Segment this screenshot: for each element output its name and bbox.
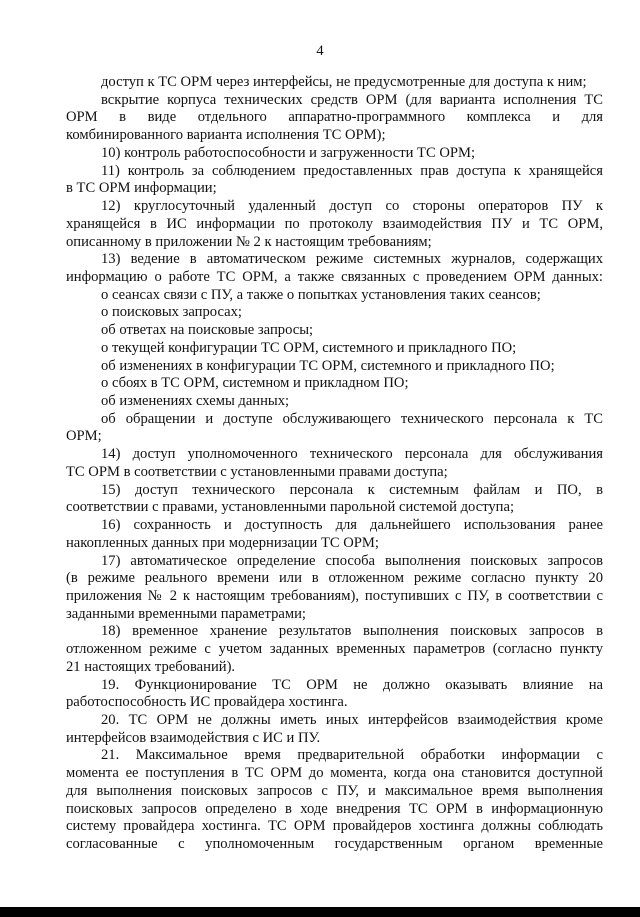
text-line: 21. Максимальное время предварительной обработки информации с — [101, 747, 603, 764]
text-line: в ТС ОРМ информации; — [66, 180, 217, 197]
text-line: 12) круглосуточный удаленный доступ со стороны операторов ПУ к — [101, 198, 603, 214]
text-line: соответствии с правами, установленными парольной системой доступа; — [66, 499, 515, 516]
text-line: 19. Функционирование ТС ОРМ не должно оказывать влияние на — [101, 676, 603, 693]
text-line: информацию о работе ТС ОРМ, а также связанных с проведением ОРМ данных: — [66, 268, 603, 285]
text-line: ОРМ в виде отдельного аппаратно-программного комплекса и для — [66, 109, 603, 126]
text-line: согласованные с уполномоченным государственным органом временные — [66, 836, 603, 852]
text-line: об изменениях в конфигурации ТС ОРМ, системного и прикладного ПО; — [101, 357, 555, 374]
text-line: поисковых запросов определено в ходе внедрения ТС ОРМ в информационную — [66, 800, 603, 817]
text-line: систему провайдера хостинга. ТС ОРМ провайдеров хостинга должны соблюдать — [66, 818, 603, 835]
text-line: о текущей конфигурации ТС ОРМ, системного и прикладного ПО; — [101, 339, 517, 356]
text-line: 16) сохранность и доступность для дальнейшего использования ранее — [101, 517, 603, 533]
text-line: хранящейся в ИС информации по протоколу взаимодействия ПУ и ТС ОРМ, — [66, 215, 603, 232]
text-line: ОРМ; — [66, 428, 102, 445]
text-line: 18) временное хранение результатов выполнения поисковых запросов в — [101, 623, 603, 640]
text-line: для выполнения поисковых запросов с ПУ, и максимальное время выполнения — [66, 782, 603, 799]
text-line: заданными временными параметрами; — [66, 605, 306, 622]
text-line: доступ к ТС ОРМ через интерфейсы, не предусмотренные для доступа к ним; — [101, 74, 587, 90]
text-line: накопленных данных при модернизации ТС ОРМ; — [66, 534, 379, 551]
text-line: ТС ОРМ в соответствии с установленными правами доступа; — [66, 463, 448, 480]
text-line: об ответах на поисковые запросы; — [101, 322, 314, 339]
text-line: 13) ведение в автоматическом режиме системных журналов, содержащих — [101, 251, 603, 268]
text-line: об изменениях схемы данных; — [101, 393, 290, 409]
text-line: комбинированного варианта исполнения ТС ОРМ); — [66, 127, 386, 144]
text-line: отложенном режиме с учетом заданных временных параметров (согласно пункту — [66, 641, 603, 658]
text-line: 17) автоматическое определение способа выполнения поисковых запросов — [101, 552, 603, 569]
text-line: интерфейсов взаимодействия с ИС и ПУ. — [66, 729, 321, 746]
text-line: 15) доступ технического персонала к системным файлам и ПО, в — [101, 481, 603, 498]
text-line: о сбоях в ТС ОРМ, системном и прикладном ПО; — [101, 375, 409, 392]
text-line: момента ее поступления в ТС ОРМ до момента, когда она становится доступной — [66, 765, 603, 782]
text-line: о поисковых запросах; — [101, 304, 242, 321]
text-line: 10) контроль работоспособности и загруженности ТС ОРМ; — [101, 144, 476, 161]
text-line: вскрытие корпуса технических средств ОРМ (для варианта исполнения ТС — [101, 91, 603, 108]
text-line: работоспособность ИС провайдера хостинга. — [66, 694, 348, 711]
text-line: приложения № 2 к настоящим требованиям), поступивших с ПУ, в соответствии с — [66, 587, 603, 604]
text-line: 11) контроль за соблюдением предоставленных прав доступа к хранящейся — [101, 162, 603, 179]
text-line: об обращении и доступе обслуживающего технического персонала к ТС — [101, 410, 603, 427]
text-line: о сеансах связи с ПУ, а также о попытках установления таких сеансов; — [101, 286, 541, 303]
text-line: 14) доступ уполномоченного технического персонала для обслуживания — [101, 446, 603, 463]
text-line: (в режиме реального времени или в отложенном режиме согласно пункту 20 — [66, 570, 603, 587]
scan-edge-bar — [0, 907, 640, 917]
text-line: 21 настоящих требований). — [66, 658, 236, 675]
text-line: описанному в приложении № 2 к настоящим требованиям; — [66, 233, 432, 250]
text-line: 20. ТС ОРМ не должны иметь иных интерфейсов взаимодействия кроме — [101, 712, 603, 728]
page-number: 4 — [316, 43, 324, 59]
